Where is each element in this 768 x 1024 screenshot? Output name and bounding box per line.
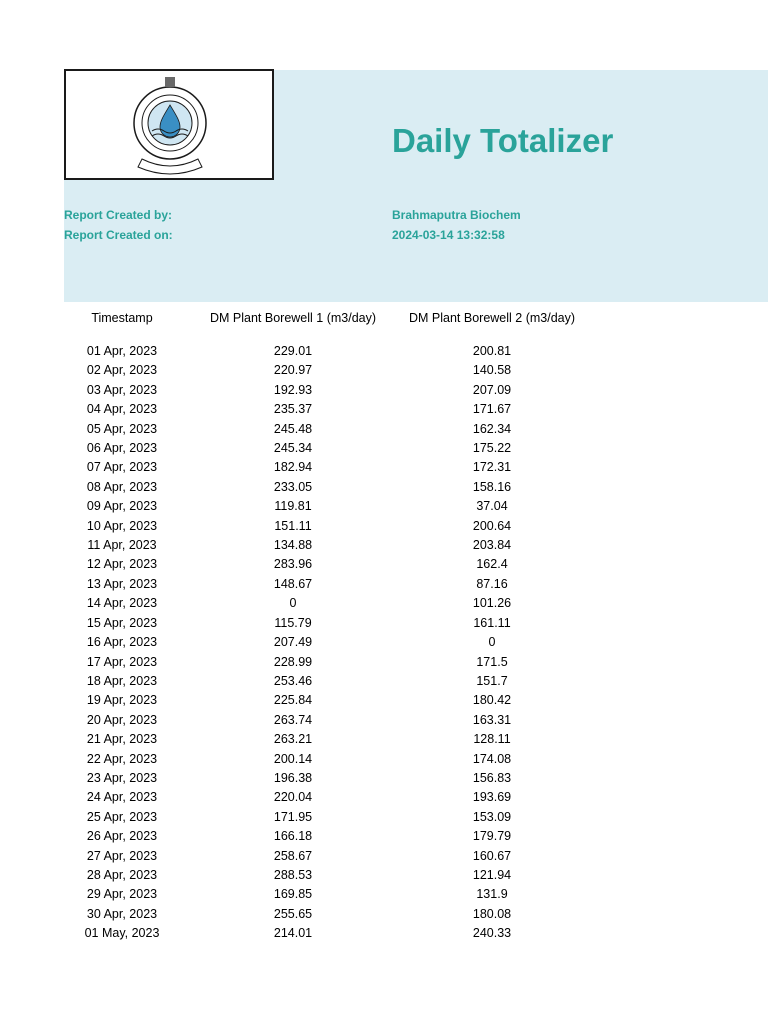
cell-borewell-2: 200.81 bbox=[472, 344, 512, 358]
cell-borewell-2: 172.31 bbox=[472, 460, 512, 475]
cell-borewell-1: 258.67 bbox=[273, 848, 313, 863]
cell-timestamp: 20 Apr, 2023 bbox=[86, 712, 158, 727]
cell-borewell-1: 220.97 bbox=[273, 363, 313, 378]
cell-borewell-2: 87.16 bbox=[476, 576, 508, 591]
column-header-timestamp: Timestamp bbox=[91, 311, 153, 325]
cell-borewell-1: 228.99 bbox=[273, 654, 313, 669]
cell-borewell-2: 151.7 bbox=[476, 673, 508, 688]
cell-borewell-2: 101.26 bbox=[472, 596, 512, 611]
cell-borewell-2: 37.04 bbox=[476, 499, 508, 514]
cell-borewell-1: 119.81 bbox=[274, 499, 312, 514]
table-row bbox=[64, 497, 578, 516]
cell-timestamp: 03 Apr, 2023 bbox=[86, 382, 158, 397]
cell-borewell-1: 245.34 bbox=[273, 441, 313, 456]
table-row bbox=[64, 361, 578, 380]
cell-borewell-2: 180.42 bbox=[472, 693, 512, 708]
cell-borewell-1: 166.18 bbox=[273, 829, 313, 844]
cell-borewell-2: 171.5 bbox=[476, 654, 508, 669]
table-row bbox=[64, 905, 578, 924]
table-row bbox=[64, 439, 578, 458]
cell-borewell-1: 0 bbox=[289, 596, 297, 611]
cell-borewell-1: 255.65 bbox=[273, 906, 313, 921]
created-on-value: 2024-03-14 13:32:58 bbox=[392, 228, 505, 242]
cell-borewell-2: 121.94 bbox=[472, 867, 512, 882]
table-row bbox=[64, 575, 578, 594]
cell-borewell-2: 140.58 bbox=[472, 363, 512, 378]
cell-borewell-1: 200.14 bbox=[273, 751, 313, 766]
cell-borewell-2: 200.64 bbox=[472, 518, 512, 533]
created-on-label: Report Created on: bbox=[64, 228, 173, 242]
table-row bbox=[64, 517, 578, 536]
table-row bbox=[64, 594, 578, 613]
cell-borewell-1: 171.95 bbox=[273, 809, 313, 824]
cell-timestamp: 04 Apr, 2023 bbox=[86, 402, 158, 417]
cell-timestamp: 26 Apr, 2023 bbox=[86, 829, 158, 844]
table-row bbox=[64, 653, 578, 672]
table-row bbox=[64, 672, 578, 691]
cell-borewell-1: 233.05 bbox=[273, 479, 313, 494]
cell-timestamp: 11 Apr, 2023 bbox=[87, 538, 157, 553]
table-row bbox=[64, 614, 578, 633]
table-row bbox=[64, 400, 578, 419]
cell-borewell-2: 207.09 bbox=[472, 382, 512, 397]
cell-borewell-2: 174.08 bbox=[472, 751, 512, 766]
table-row bbox=[64, 885, 578, 904]
table-row bbox=[64, 458, 578, 477]
cell-timestamp: 28 Apr, 2023 bbox=[86, 867, 158, 882]
cell-borewell-2: 156.83 bbox=[472, 770, 512, 785]
cell-borewell-1: 151.11 bbox=[274, 518, 312, 533]
cell-borewell-1: 229.01 bbox=[273, 344, 313, 358]
cell-timestamp: 23 Apr, 2023 bbox=[86, 770, 158, 785]
cell-borewell-2: 162.4 bbox=[476, 557, 508, 572]
cell-borewell-2: 162.34 bbox=[472, 421, 512, 436]
table-row bbox=[64, 808, 578, 827]
table-row bbox=[64, 691, 578, 710]
cell-borewell-2: 158.16 bbox=[472, 479, 512, 494]
table-row bbox=[64, 769, 578, 788]
table-row bbox=[64, 866, 578, 885]
table-row bbox=[64, 750, 578, 769]
table-row bbox=[64, 381, 578, 400]
cell-borewell-2: 240.33 bbox=[472, 926, 512, 941]
cell-borewell-1: 288.53 bbox=[273, 867, 313, 882]
table-row bbox=[64, 478, 578, 497]
cell-borewell-1: 214.01 bbox=[273, 926, 313, 941]
table-row bbox=[64, 711, 578, 730]
cell-timestamp: 18 Apr, 2023 bbox=[86, 673, 158, 688]
cell-timestamp: 07 Apr, 2023 bbox=[86, 460, 158, 475]
cell-borewell-1: 263.21 bbox=[273, 732, 313, 747]
cell-borewell-2: 193.69 bbox=[472, 790, 512, 805]
cell-timestamp: 14 Apr, 2023 bbox=[86, 596, 158, 611]
cell-timestamp: 05 Apr, 2023 bbox=[86, 421, 158, 436]
cell-borewell-2: 179.79 bbox=[472, 829, 512, 844]
created-by-label: Report Created by: bbox=[64, 208, 173, 222]
cell-timestamp: 30 Apr, 2023 bbox=[86, 906, 158, 921]
logo-box bbox=[64, 69, 274, 180]
table-row bbox=[64, 536, 578, 555]
column-header-borewell-1: DM Plant Borewell 1 (m3/day) bbox=[209, 311, 377, 325]
cell-borewell-1: 196.38 bbox=[273, 770, 313, 785]
cell-borewell-1: 148.67 bbox=[273, 576, 313, 591]
cell-timestamp: 21 Apr, 2023 bbox=[86, 732, 158, 747]
table-row bbox=[64, 788, 578, 807]
cell-borewell-2: 153.09 bbox=[472, 809, 512, 824]
cell-borewell-1: 207.49 bbox=[273, 635, 313, 650]
cell-timestamp: 08 Apr, 2023 bbox=[86, 479, 158, 494]
table-row bbox=[64, 555, 578, 574]
cell-borewell-2: 180.08 bbox=[472, 906, 512, 921]
cell-borewell-1: 263.74 bbox=[273, 712, 313, 727]
cell-timestamp: 29 Apr, 2023 bbox=[86, 887, 158, 902]
table-row bbox=[64, 924, 578, 943]
report-title: Daily Totalizer bbox=[392, 122, 614, 159]
cell-timestamp: 19 Apr, 2023 bbox=[86, 693, 158, 708]
cell-timestamp: 01 Apr, 2023 bbox=[86, 344, 158, 358]
cell-borewell-1: 245.48 bbox=[273, 421, 313, 436]
cell-borewell-1: 192.93 bbox=[273, 382, 313, 397]
cell-timestamp: 01 May, 2023 bbox=[84, 926, 160, 941]
cell-timestamp: 06 Apr, 2023 bbox=[86, 441, 158, 456]
cell-borewell-1: 169.85 bbox=[273, 887, 313, 902]
totalizer-table bbox=[64, 308, 578, 944]
cell-timestamp: 24 Apr, 2023 bbox=[86, 790, 158, 805]
cell-timestamp: 22 Apr, 2023 bbox=[86, 751, 158, 766]
cell-borewell-1: 283.96 bbox=[273, 557, 313, 572]
table-header-row bbox=[64, 308, 578, 342]
cgwa-emblem-icon bbox=[122, 75, 218, 177]
table-row bbox=[64, 730, 578, 749]
cell-borewell-1: 235.37 bbox=[273, 402, 313, 417]
cell-borewell-2: 161.11 bbox=[473, 615, 511, 630]
table-row bbox=[64, 633, 578, 652]
cell-borewell-2: 128.11 bbox=[473, 732, 511, 747]
cell-borewell-2: 131.9 bbox=[476, 887, 508, 902]
cell-timestamp: 02 Apr, 2023 bbox=[86, 363, 158, 378]
cell-timestamp: 17 Apr, 2023 bbox=[86, 654, 158, 669]
cell-timestamp: 13 Apr, 2023 bbox=[86, 576, 158, 591]
cell-borewell-1: 253.46 bbox=[273, 673, 313, 688]
table-body bbox=[64, 342, 578, 944]
cell-timestamp: 16 Apr, 2023 bbox=[86, 635, 158, 650]
created-by-value: Brahmaputra Biochem bbox=[392, 208, 521, 222]
cell-borewell-2: 160.67 bbox=[472, 848, 512, 863]
column-header-borewell-2: DM Plant Borewell 2 (m3/day) bbox=[408, 311, 576, 325]
table-row bbox=[64, 342, 578, 361]
table-row bbox=[64, 420, 578, 439]
cell-borewell-1: 225.84 bbox=[273, 693, 313, 708]
cell-borewell-2: 163.31 bbox=[472, 712, 512, 727]
table-row bbox=[64, 827, 578, 846]
cell-borewell-2: 203.84 bbox=[472, 538, 512, 553]
cell-borewell-1: 182.94 bbox=[273, 460, 313, 475]
cell-borewell-2: 171.67 bbox=[472, 402, 512, 417]
cell-timestamp: 09 Apr, 2023 bbox=[86, 499, 158, 514]
cell-timestamp: 10 Apr, 2023 bbox=[86, 518, 158, 533]
cell-timestamp: 25 Apr, 2023 bbox=[86, 809, 158, 824]
cell-borewell-2: 175.22 bbox=[472, 441, 512, 456]
cell-timestamp: 12 Apr, 2023 bbox=[86, 557, 158, 572]
cell-timestamp: 15 Apr, 2023 bbox=[86, 615, 158, 630]
cell-borewell-1: 115.79 bbox=[274, 615, 312, 630]
table-row bbox=[64, 847, 578, 866]
cell-borewell-1: 134.88 bbox=[273, 538, 313, 553]
cell-borewell-1: 220.04 bbox=[273, 790, 313, 805]
cell-borewell-2: 0 bbox=[488, 635, 496, 650]
cell-timestamp: 27 Apr, 2023 bbox=[86, 848, 158, 863]
